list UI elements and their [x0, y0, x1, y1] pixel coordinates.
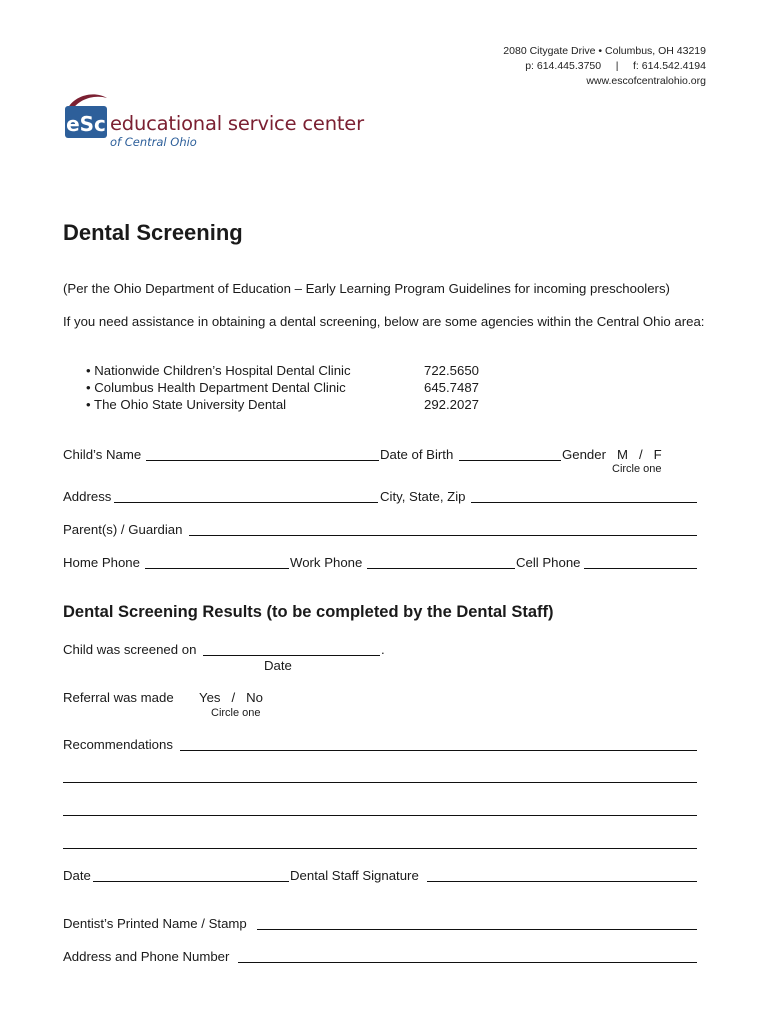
agency-name: • Columbus Health Department Dental Clinic	[86, 380, 346, 395]
dentist-name-label: Dentist’s Printed Name / Stamp	[63, 916, 247, 931]
gender-hint: Circle one	[612, 463, 662, 475]
screened-period: .	[381, 642, 385, 657]
address-label: Address	[63, 489, 112, 504]
logo-name: educational service center	[110, 112, 364, 135]
phone-line: p: 614.445.3750 | f: 614.542.4194	[525, 60, 706, 72]
referral-label: Referral was made	[63, 690, 174, 705]
child-name-label: Child’s Name	[63, 447, 142, 462]
parent-guardian-field[interactable]	[189, 535, 697, 536]
agency-name: • The Ohio State University Dental	[86, 397, 287, 412]
date-field[interactable]	[93, 881, 289, 882]
gender-label[interactable]: Gender M / F	[562, 447, 662, 462]
esc-logo	[63, 92, 364, 152]
recommendations-line[interactable]	[63, 815, 697, 816]
referral-hint: Circle one	[211, 707, 261, 719]
logo-subname: of Central Ohio	[110, 135, 197, 149]
page-title: Dental Screening	[63, 220, 243, 245]
home-phone-label: Home Phone	[63, 555, 140, 570]
home-phone-field[interactable]	[145, 568, 289, 569]
agency-phone: 645.7487	[424, 380, 480, 395]
cell-phone-field[interactable]	[584, 568, 697, 569]
contact-block	[503, 44, 706, 89]
subtitle-text: (Per the Ohio Department of Education – Early Learning Program Guidelines for incoming preschoolers)	[63, 281, 670, 296]
esc-logo-mark-icon	[63, 92, 109, 140]
staff-signature-field[interactable]	[427, 881, 697, 882]
address-field[interactable]	[114, 502, 378, 503]
cell-phone-label: Cell Phone	[516, 555, 581, 570]
intro-text: If you need assistance in obtaining a dental screening, below are some agencies within the Central Ohio area:	[63, 314, 705, 329]
parent-guardian-label: Parent(s) / Guardian	[63, 522, 183, 537]
agency-phone: 292.2027	[424, 397, 480, 412]
recommendations-field[interactable]	[180, 750, 697, 751]
city-state-zip-label: City, State, Zip	[380, 489, 466, 504]
results-heading: Dental Screening Results (to be completed by the Dental Staff)	[63, 603, 554, 621]
recommendations-label: Recommendations	[63, 737, 173, 752]
city-state-zip-field[interactable]	[471, 502, 697, 503]
date-of-birth-label: Date of Birth	[380, 447, 454, 462]
referral-yes-no[interactable]: Yes / No	[199, 690, 264, 705]
date-label: Date	[63, 868, 91, 883]
date-caption: Date	[264, 658, 292, 673]
recommendations-line[interactable]	[63, 782, 697, 783]
website-link[interactable]: www.escofcentralohio.org	[586, 75, 706, 87]
screened-on-field[interactable]	[203, 655, 380, 656]
dentist-name-field[interactable]	[257, 929, 697, 930]
address-phone-label: Address and Phone Number	[63, 949, 230, 964]
address-line: 2080 Citygate Drive • Columbus, OH 43219	[503, 45, 706, 57]
screened-on-label: Child was screened on	[63, 642, 197, 657]
agency-name: • Nationwide Children’s Hospital Dental Clinic	[86, 363, 351, 378]
work-phone-label: Work Phone	[290, 555, 363, 570]
date-of-birth-field[interactable]	[459, 460, 561, 461]
work-phone-field[interactable]	[367, 568, 515, 569]
logo-mark-text: eSc	[66, 112, 106, 136]
recommendations-line[interactable]	[63, 848, 697, 849]
address-phone-field[interactable]	[238, 962, 697, 963]
child-name-field[interactable]	[146, 460, 379, 461]
agency-phone: 722.5650	[424, 363, 480, 378]
staff-signature-label: Dental Staff Signature	[290, 868, 419, 883]
